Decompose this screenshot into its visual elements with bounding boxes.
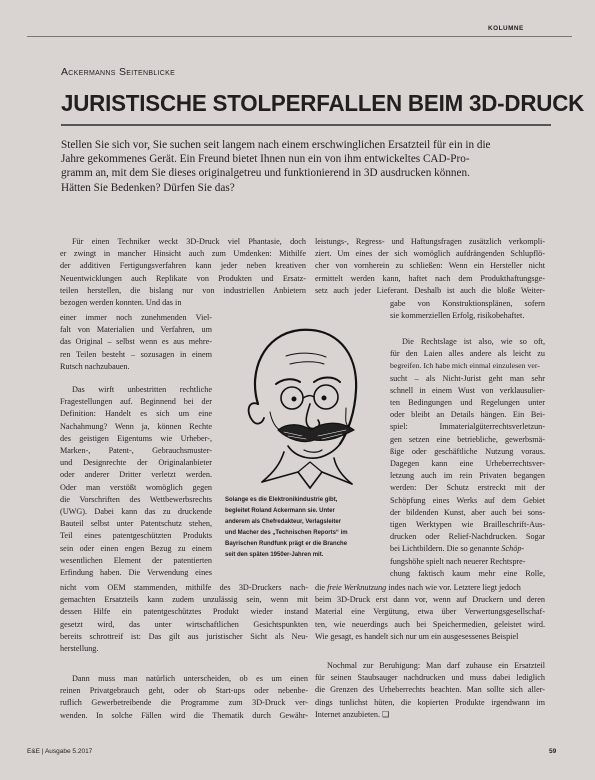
text-line: Dann muss man natürlich unterscheiden, ob es um einen (72, 674, 308, 683)
text-line: chung faktisch kaum mehr eine Rolle, (390, 568, 545, 578)
issue-footer: E&E | Ausgabe 5.2017 (27, 748, 93, 755)
text-fragment: indes nach wie vor. Letztere liegt jedoch (388, 583, 521, 592)
text-line: oder anderer Dritter verletzt werden. (60, 470, 212, 480)
text-fragment: die (315, 583, 328, 592)
text-line: cher von vornherein zu schließen: Wenn ein Hersteller nicht (315, 261, 545, 271)
lead-paragraph (61, 138, 556, 195)
text-line: leistungs-, Regress- und Haftungsfragen zusätzlich verkompli- (315, 237, 545, 246)
text-line: Das wirft unbestritten rechtliche (72, 385, 212, 394)
text-line: (UWG). Dabei kann das zu druckende (60, 507, 212, 517)
text-line: für den Laien alles andere als leicht zu (390, 349, 545, 359)
text-line: die Vorschriften des Wettbewerbsrechts (60, 494, 212, 504)
text-line: sein oder einen engen Bezug zu einem (60, 543, 212, 553)
text-line: nicht vom OEM stammenden, mithilfe des 3D-Druckers nach- (60, 583, 308, 592)
text-fragment: bei Lichtbildern. Die so genannte (390, 544, 502, 554)
text-line: die Grenzen des Urheberrechts beachten. Man sollte sich aller- (315, 685, 545, 695)
text-line: Internet anzubieten. ❑ (315, 709, 390, 719)
text-line: sie kommerziellen Erfolg, risikobehaftet. (390, 311, 525, 321)
text-line: Die Rechtslage ist also, wie so oft, (402, 337, 545, 346)
text-line: Für einen Techniker weckt 3D-Druck viel Phantasie, doch (72, 237, 306, 246)
text-line: ten Bedingungen und Regelungen unter (390, 398, 545, 408)
column-2-narrow-c (390, 336, 545, 580)
lead-line: Stellen Sie sich vor, Sie suchen seit langem nach einem erschwinglichen Ersatzteil für ein in die (61, 139, 491, 151)
column-kicker: Ackermanns Seitenblicke (61, 66, 176, 78)
caption-line: Solange es die Elektronikindustrie gibt, (225, 497, 338, 503)
top-divider (27, 36, 572, 37)
caption-line: und Macher des „Technischen Reports“ im (225, 530, 348, 536)
text-line (315, 582, 545, 594)
text-line: Erfindung haben. Die Verwendung eines (60, 568, 212, 578)
text-line: das Original – selbst wenn es aus mehre- (60, 337, 212, 347)
text-line: Wie gesagt, es handelt sich nur um ein ausgesessenes Beispiel (315, 631, 519, 641)
caption-line: anderem als Chefredakteur, Verlagsleiter (225, 519, 342, 525)
text-line: ren Teilen besteht – sozusagen in einem (60, 349, 212, 359)
text-line: ziert. Um eines der sich womöglich aufdrängenden Schlupflö- (315, 249, 545, 259)
text-line: für seinen Staubsauger nachdrucken und muss dabei lediglich (315, 673, 545, 683)
text-line: wesentlichen Element der patentierten (60, 555, 212, 565)
text-line: wenden. In solche Fällen wird die Thematik durch Gewähr- (60, 710, 308, 720)
section-rubric: KOLUMNE (488, 25, 524, 32)
text-line: schnell in einem Wust von verklausulier- (390, 385, 545, 395)
text-line: und Designrechte der Originalanbieter (60, 458, 212, 468)
column-2-wide-d (315, 582, 545, 643)
column-1-narrow-b (60, 384, 212, 579)
text-line: dings tunlichst hüten, die kopierten Produkte irgendwann im (315, 697, 545, 707)
text-line: er zwingt in mancher Hinsicht auch zum Umdenken: Mithilfe (60, 249, 306, 259)
caption-line: begleitet Roland Ackermann sie. Unter (225, 508, 335, 514)
text-line: werden: Der Schutz erstreckt mit der (390, 483, 545, 493)
lead-line: Hätten Sie Bedenken? Dürfen Sie das? (61, 181, 235, 194)
text-line: tigen Werktypen wie Brailleschrift-Aus- (390, 520, 545, 530)
text-line: falt von Materialien und Verfahren, um (60, 325, 212, 335)
text-line: bereits schrottreif ist: Das gilt aus juristischer Sicht als Neu- (60, 631, 308, 641)
emphasis-term: Schöp- (501, 544, 525, 554)
text-line: Teil eines patentgeschützten Produkts (60, 531, 212, 541)
text-line: oder bleibt an Details hängen. Ein Bei- (390, 410, 545, 420)
text-line: Material eine Vergütung, etwa über Verwertungsgesellschaf- (315, 607, 545, 617)
text-line (390, 543, 545, 555)
text-line: gemachten Ersatzteils kann zudem unzulässig sein, wenn mit (60, 595, 308, 605)
text-line: Dagegen kann eine Urheberrechtsver- (390, 459, 545, 469)
column-1-wide-c (60, 582, 308, 655)
text-line: dessen Hilfe ein patentgeschütztes Produkt wieder instand (60, 607, 308, 617)
text-line: spiel: Immaterialgüterrechtsverletzun- (390, 422, 545, 432)
column-2-narrow-b (390, 298, 545, 322)
text-line: Bauteil selbst unter Patentschutz stehen, (60, 519, 212, 529)
text-line: gen setzen eine betriebliche, gewerbsmä- (390, 434, 545, 444)
article-title: JURISTISCHE STOLPERFALLEN BEIM 3D-DRUCK (61, 90, 585, 116)
text-line: ßige oder geschäftliche Nutzung voraus. (390, 446, 545, 456)
text-line: begreifen. Ich habe mich einmal einzulesen ver- (390, 361, 540, 371)
text-line: ten, wie neuerdings auch bei Speichermedien, geleistet wird. (315, 619, 545, 629)
text-line: ruflich Gewerbetreibende die Programme zum 3D-Druck ver- (60, 698, 308, 708)
text-line: der bildenden Kunst, aber auch bei sons- (390, 507, 545, 517)
page-number: 59 (549, 748, 557, 755)
text-line: fungshöhe spielt nach neuerer Rechtspre- (390, 556, 526, 566)
text-line: ermittelt werden kann, haftet nach dem Produkthaftungsge- (315, 273, 545, 283)
text-line: Oder man verstößt womöglich gegen (60, 482, 212, 492)
text-line: gesetzt wird, das unter wirtschaftlichen Gesichtspunkten (60, 619, 308, 629)
text-line: Nachahmung? Wenn ja, können Rechte (60, 421, 212, 431)
text-line: Fragestellungen auf. Beginnend bei der (60, 397, 212, 407)
image-caption (225, 495, 385, 561)
text-line: setz auch jeder Lieferant. Deshalb ist auch die bloße Weiter- (315, 285, 545, 295)
text-line: der additiven Fertigungsverfahren kann jeder neben kreativen (60, 261, 306, 271)
text-line: Marken-, Patent-, Gebrauchsmuster- (60, 446, 212, 456)
text-line: beim 3D-Druck erst dann vor, wenn auf Druckern und deren (315, 595, 545, 605)
caption-line: Bayrischen Rundfunk prägt er die Branche (225, 541, 348, 547)
text-line: letzung auch im rein Privaten begangen (390, 471, 545, 481)
column-1-top (60, 236, 306, 309)
text-line: herstellung. (60, 644, 99, 654)
column-2-wide-e (315, 660, 545, 721)
text-line: einer immer noch zunehmenden Viel- (60, 313, 212, 322)
text-line: gabe von Konstruktionsplänen, sofern (390, 299, 545, 308)
text-line: drucken oder Relief-Nachdrucken. Sogar (390, 532, 545, 542)
text-line: bezogen werden konnten. Und das in (60, 298, 182, 308)
caption-line: seit den späten 1950er-Jahren mit. (225, 552, 324, 558)
column-1-wide-d (60, 673, 308, 722)
text-line: sucht – als Nicht-Jurist geht man sehr (390, 373, 545, 383)
text-line: teilen herstellen, die bislang nur von industriellen Anbietern (60, 285, 306, 295)
text-line: Rutsch nachzubauen. (60, 361, 130, 371)
text-line: des geistigen Eigentums wie Urheber-, (60, 433, 212, 443)
text-line: Definition: Handelt es sich um eine (60, 409, 212, 419)
column-2-top (315, 236, 545, 297)
emphasis-term: freie Werknutzung (327, 583, 387, 592)
text-line: reinen Privatgebrauch geht, oder ob Start-ups oder nebenbe- (60, 686, 308, 696)
text-line: Nochmal zur Beruhigung: Man darf zuhause ein Ersatzteil (327, 661, 545, 670)
title-divider (61, 124, 551, 126)
lead-line: gramm an, mit dem Sie dieses originalgetreu und funktionierend in 3D ausdrucken können. (61, 167, 470, 180)
lead-line: Jahre gekommenes Gerät. Ein Freund bietet Ihnen nun ein von ihm entwickeltes CAD-Pro- (61, 153, 470, 166)
column-1-narrow-a (60, 312, 212, 373)
text-line: Schöpfung eines Werks auf dem Gebiet (390, 495, 545, 505)
text-line: Neuentwicklungen auch Replikate von Produkten und Ersatz- (60, 273, 306, 283)
author-caricature (218, 312, 385, 490)
caricature-drawing (218, 312, 385, 490)
